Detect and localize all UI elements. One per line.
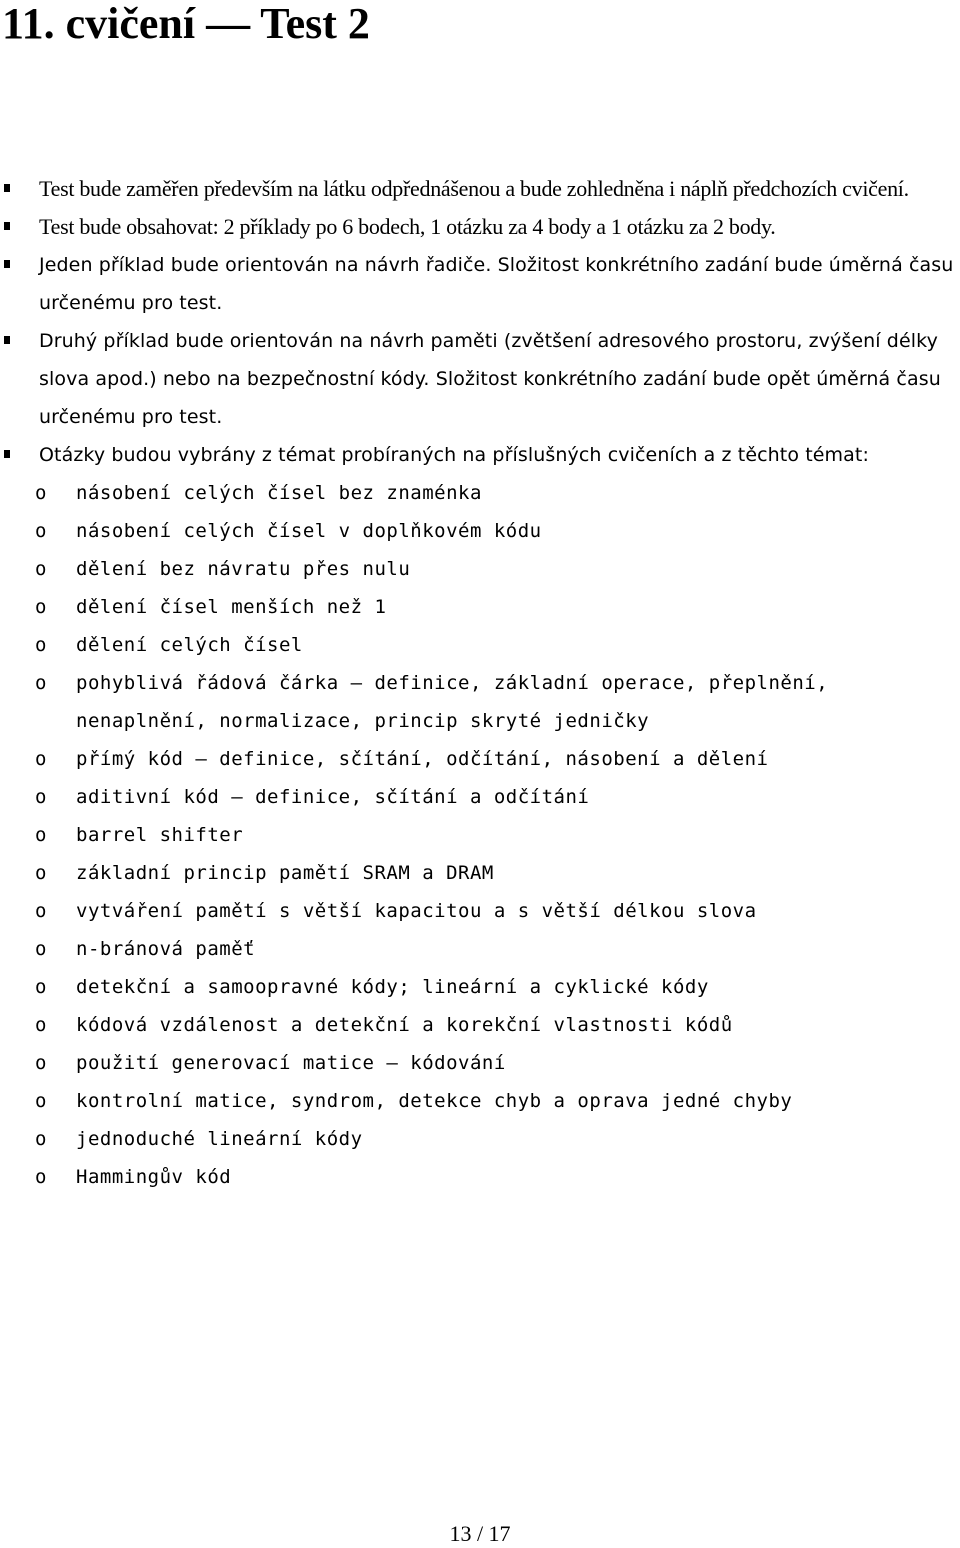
page-number: 13 / 17	[449, 1521, 511, 1546]
circle-bullet-icon: o	[35, 1014, 47, 1036]
topic-text: detekční a samoopravné kódy; lineární a cyklické kódy	[76, 976, 709, 998]
bullet-text: Jeden příklad bude orientován na návrh řadiče. Složitost konkrétního zadání bude úměrná času určenému pro test.	[39, 254, 954, 314]
circle-bullet-icon: o	[35, 786, 47, 808]
topic-item	[0, 968, 960, 1006]
circle-bullet-icon: o	[35, 520, 47, 542]
topic-text: dělení čísel menších než 1	[76, 596, 387, 618]
topic-list	[35, 474, 960, 1196]
list-item	[0, 208, 960, 246]
circle-bullet-icon: o	[35, 900, 47, 922]
topic-text: kódová vzdálenost a detekční a korekční vlastnosti kódů	[76, 1014, 733, 1036]
bullet-list	[0, 170, 960, 1196]
square-bullet-icon	[4, 222, 10, 230]
circle-bullet-icon: o	[35, 1166, 47, 1188]
topic-text: násobení celých čísel v doplňkovém kódu	[76, 520, 542, 542]
topic-text: základní princip pamětí SRAM a DRAM	[76, 862, 494, 884]
topic-item	[0, 474, 960, 512]
topic-text: jednoduché lineární kódy	[76, 1128, 363, 1150]
topic-text: dělení bez návratu přes nulu	[76, 558, 411, 580]
circle-bullet-icon: o	[35, 824, 47, 846]
circle-bullet-icon: o	[35, 748, 47, 770]
circle-bullet-icon: o	[35, 596, 47, 618]
topic-item	[0, 1158, 960, 1196]
topic-text: vytváření pamětí s větší kapacitou a s větší délkou slova	[76, 900, 757, 922]
topic-text: pohyblivá řádová čárka – definice, základní operace, přeplnění, nenaplnění, normalizace, princip skryté jedničky	[76, 672, 829, 732]
bullet-text: Test bude obsahovat: 2 příklady po 6 bodech, 1 otázku za 4 body a 1 otázku za 2 body.	[39, 214, 776, 239]
circle-bullet-icon: o	[35, 1090, 47, 1112]
square-bullet-icon	[4, 450, 10, 458]
topic-text: násobení celých čísel bez znaménka	[76, 482, 482, 504]
bullet-text: Test bude zaměřen především na látku odpřednášenou a bude zohledněna i náplň předchozích cvičení.	[39, 176, 909, 201]
list-item	[0, 170, 960, 208]
topic-item	[0, 664, 960, 740]
circle-bullet-icon: o	[35, 1128, 47, 1150]
topic-item	[0, 1044, 960, 1082]
topic-text: dělení celých čísel	[76, 634, 303, 656]
topic-text: aditivní kód – definice, sčítání a odčítání	[76, 786, 590, 808]
square-bullet-icon	[4, 184, 10, 192]
topic-text: Hammingův kód	[76, 1166, 232, 1188]
list-item	[0, 322, 960, 436]
topic-item	[0, 550, 960, 588]
circle-bullet-icon: o	[35, 672, 47, 694]
list-item	[0, 246, 960, 322]
topic-item	[0, 740, 960, 778]
circle-bullet-icon: o	[35, 976, 47, 998]
square-bullet-icon	[4, 260, 10, 268]
topic-item	[0, 854, 960, 892]
circle-bullet-icon: o	[35, 938, 47, 960]
topic-item	[0, 512, 960, 550]
topic-text: přímý kód – definice, sčítání, odčítání, násobení a dělení	[76, 748, 769, 770]
topic-item	[0, 1120, 960, 1158]
topic-item	[0, 930, 960, 968]
topic-text: kontrolní matice, syndrom, detekce chyb a oprava jedné chyby	[76, 1090, 793, 1112]
topic-text: použití generovací matice — kódování	[76, 1052, 506, 1074]
topic-item	[0, 1006, 960, 1044]
circle-bullet-icon: o	[35, 558, 47, 580]
circle-bullet-icon: o	[35, 1052, 47, 1074]
topic-item	[0, 1082, 960, 1120]
bullet-text: Otázky budou vybrány z témat probíraných na příslušných cvičeních a z těchto témat:	[39, 444, 869, 466]
list-item	[0, 436, 960, 1196]
topic-item	[0, 816, 960, 854]
square-bullet-icon	[4, 336, 10, 344]
topic-text: n-bránová paměť	[76, 938, 256, 960]
circle-bullet-icon: o	[35, 862, 47, 884]
page-title: 11. cvičení — Test 2	[2, 0, 370, 48]
topic-item	[0, 588, 960, 626]
topic-item	[0, 626, 960, 664]
circle-bullet-icon: o	[35, 634, 47, 656]
topic-item	[0, 892, 960, 930]
bullet-text: Druhý příklad bude orientován na návrh paměti (zvětšení adresového prostoru, zvýšení délky slova apod.) nebo na bezpečnostní kódy. Složitost konkrétního zadání bude opět úměrná času určenému pro test.	[39, 330, 941, 428]
topic-text: barrel shifter	[76, 824, 244, 846]
topic-item	[0, 778, 960, 816]
circle-bullet-icon: o	[35, 482, 47, 504]
